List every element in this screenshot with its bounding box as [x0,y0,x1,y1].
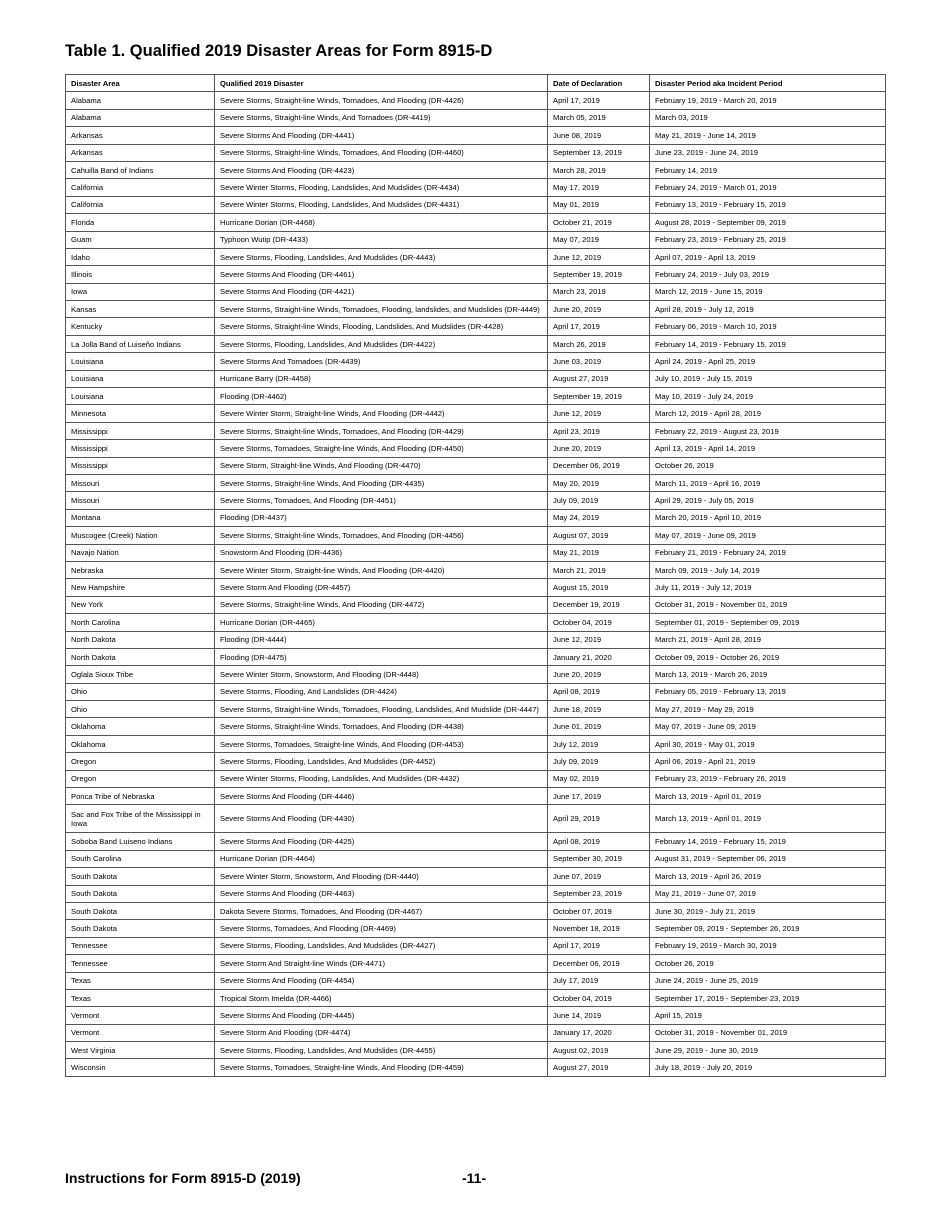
page-title: Table 1. Qualified 2019 Disaster Areas for Form 8915-D [65,42,493,60]
cell-qualified-disaster: Severe Storms, Straight-line Winds, Tornadoes, Flooding, Landslides, And Mudslide (DR-4447) [215,701,548,718]
cell-disaster-area: Louisiana [66,370,215,387]
cell-date-of-declaration: April 23, 2019 [548,422,650,439]
cell-date-of-declaration: September 19, 2019 [548,266,650,283]
cell-date-of-declaration: August 02, 2019 [548,1042,650,1059]
cell-date-of-declaration: June 12, 2019 [548,248,650,265]
cell-qualified-disaster: Severe Storms, Flooding, Landslides, And Mudslides (DR-4422) [215,335,548,352]
cell-qualified-disaster: Typhoon Wutip (DR-4433) [215,231,548,248]
table-row [66,885,886,902]
cell-date-of-declaration: March 21, 2019 [548,561,650,578]
table-row [66,474,886,491]
cell-qualified-disaster: Severe Storms, Straight-line Winds, Tornadoes, Flooding, landslides, and Mudslides (DR-4449) [215,301,548,318]
cell-date-of-declaration: December 06, 2019 [548,457,650,474]
cell-disaster-area: Mississippi [66,422,215,439]
cell-date-of-declaration: June 14, 2019 [548,1007,650,1024]
cell-date-of-declaration: April 17, 2019 [548,318,650,335]
table-row [66,353,886,370]
page-number: -11- [462,1170,487,1186]
table-row [66,631,886,648]
cell-date-of-declaration: May 01, 2019 [548,196,650,213]
cell-date-of-declaration: October 04, 2019 [548,614,650,631]
cell-disaster-period: April 06, 2019 - April 21, 2019 [650,753,886,770]
cell-date-of-declaration: June 01, 2019 [548,718,650,735]
cell-qualified-disaster: Severe Winter Storm, Straight-line Winds, And Flooding (DR-4420) [215,561,548,578]
cell-disaster-area: South Dakota [66,902,215,919]
cell-disaster-period: April 29, 2019 - July 05, 2019 [650,492,886,509]
cell-disaster-period: October 31, 2019 - November 01, 2019 [650,596,886,613]
cell-disaster-period: March 20, 2019 - April 10, 2019 [650,509,886,526]
cell-disaster-area: Ponca Tribe of Nebraska [66,788,215,805]
cell-disaster-period: May 21, 2019 - June 14, 2019 [650,127,886,144]
cell-disaster-area: Vermont [66,1024,215,1041]
cell-date-of-declaration: June 20, 2019 [548,440,650,457]
cell-qualified-disaster: Severe Winter Storms, Flooding, Landslides, And Mudslides (DR-4434) [215,179,548,196]
cell-disaster-area: Guam [66,231,215,248]
cell-qualified-disaster: Severe Storms And Flooding (DR-4423) [215,161,548,178]
table-row [66,753,886,770]
table-row [66,231,886,248]
cell-disaster-period: April 30, 2019 - May 01, 2019 [650,735,886,752]
cell-qualified-disaster: Hurricane Dorian (DR-4468) [215,214,548,231]
table-row [66,440,886,457]
cell-date-of-declaration: May 20, 2019 [548,474,650,491]
cell-disaster-area: New Hampshire [66,579,215,596]
cell-qualified-disaster: Severe Storms, Straight-line Winds, Tornadoes, And Flooding (DR-4456) [215,527,548,544]
cell-disaster-period: September 17, 2019 - September 23, 2019 [650,989,886,1006]
cell-date-of-declaration: August 27, 2019 [548,370,650,387]
cell-disaster-area: Ohio [66,701,215,718]
cell-disaster-area: Florida [66,214,215,231]
cell-qualified-disaster: Severe Winter Storms, Flooding, Landslides, And Mudslides (DR-4431) [215,196,548,213]
cell-qualified-disaster: Severe Storms, Tornadoes, And Flooding (DR-4469) [215,920,548,937]
table-row [66,127,886,144]
cell-qualified-disaster: Dakota Severe Storms, Tornadoes, And Flooding (DR-4467) [215,902,548,919]
table-row [66,335,886,352]
cell-date-of-declaration: June 03, 2019 [548,353,650,370]
cell-qualified-disaster: Hurricane Dorian (DR-4465) [215,614,548,631]
cell-disaster-period: March 13, 2019 - April 26, 2019 [650,868,886,885]
cell-qualified-disaster: Hurricane Barry (DR-4458) [215,370,548,387]
cell-qualified-disaster: Snowstorm And Flooding (DR-4436) [215,544,548,561]
cell-date-of-declaration: October 04, 2019 [548,989,650,1006]
cell-disaster-area: North Carolina [66,614,215,631]
table-row [66,457,886,474]
table-row [66,1007,886,1024]
table-row [66,422,886,439]
cell-qualified-disaster: Tropical Storm Imelda (DR-4466) [215,989,548,1006]
cell-qualified-disaster: Severe Storms, Straight-line Winds, Tornadoes, And Flooding (DR-4426) [215,92,548,109]
cell-disaster-area: Tennessee [66,937,215,954]
table-row [66,318,886,335]
table-row [66,614,886,631]
cell-date-of-declaration: May 24, 2019 [548,509,650,526]
table-row [66,788,886,805]
cell-disaster-area: La Jolla Band of Luiseño Indians [66,335,215,352]
table-header-row [66,75,886,92]
table-row [66,179,886,196]
cell-qualified-disaster: Severe Storms, Flooding, Landslides, And Mudslides (DR-4443) [215,248,548,265]
cell-date-of-declaration: June 12, 2019 [548,405,650,422]
cell-disaster-area: Oklahoma [66,718,215,735]
cell-disaster-area: North Dakota [66,631,215,648]
cell-qualified-disaster: Severe Winter Storm, Snowstorm, And Flooding (DR-4440) [215,868,548,885]
cell-date-of-declaration: July 17, 2019 [548,972,650,989]
cell-date-of-declaration: April 17, 2019 [548,937,650,954]
cell-date-of-declaration: January 17, 2020 [548,1024,650,1041]
cell-qualified-disaster: Severe Storm And Flooding (DR-4474) [215,1024,548,1041]
cell-qualified-disaster: Severe Storm And Flooding (DR-4457) [215,579,548,596]
cell-disaster-period: March 11, 2019 - April 16, 2019 [650,474,886,491]
cell-disaster-period: May 27, 2019 - May 29, 2019 [650,701,886,718]
cell-disaster-area: Mississippi [66,440,215,457]
table-row [66,701,886,718]
cell-disaster-area: South Dakota [66,868,215,885]
cell-disaster-period: March 09, 2019 - July 14, 2019 [650,561,886,578]
cell-disaster-period: June 29, 2019 - June 30, 2019 [650,1042,886,1059]
cell-disaster-period: May 07, 2019 - June 09, 2019 [650,527,886,544]
cell-disaster-period: February 05, 2019 - February 13, 2019 [650,683,886,700]
cell-disaster-period: September 09, 2019 - September 26, 2019 [650,920,886,937]
table-row [66,920,886,937]
header-disaster-area: Disaster Area [66,75,215,92]
table-row [66,833,886,850]
cell-disaster-area: Vermont [66,1007,215,1024]
cell-disaster-area: Arkansas [66,144,215,161]
cell-disaster-area: Oregon [66,753,215,770]
cell-qualified-disaster: Severe Storms, Straight-line Winds, Tornadoes, And Flooding (DR-4460) [215,144,548,161]
cell-qualified-disaster: Severe Storms And Flooding (DR-4461) [215,266,548,283]
table-row [66,196,886,213]
cell-date-of-declaration: June 07, 2019 [548,868,650,885]
cell-date-of-declaration: July 12, 2019 [548,735,650,752]
cell-qualified-disaster: Flooding (DR-4475) [215,648,548,665]
cell-qualified-disaster: Severe Storms, Tornadoes, Straight-line Winds, And Flooding (DR-4459) [215,1059,548,1076]
cell-qualified-disaster: Flooding (DR-4437) [215,509,548,526]
cell-disaster-period: April 13, 2019 - April 14, 2019 [650,440,886,457]
cell-disaster-area: Missouri [66,474,215,491]
cell-disaster-area: Missouri [66,492,215,509]
cell-qualified-disaster: Severe Storms, Straight-line Winds, And Flooding (DR-4435) [215,474,548,491]
cell-date-of-declaration: September 13, 2019 [548,144,650,161]
cell-disaster-area: California [66,179,215,196]
cell-disaster-period: August 28, 2019 - September 09, 2019 [650,214,886,231]
table-row [66,805,886,833]
cell-qualified-disaster: Severe Storm, Straight-line Winds, And Flooding (DR-4470) [215,457,548,474]
cell-disaster-period: October 31, 2019 - November 01, 2019 [650,1024,886,1041]
cell-disaster-period: February 14, 2019 [650,161,886,178]
cell-disaster-period: May 10, 2019 - July 24, 2019 [650,388,886,405]
cell-disaster-period: February 13, 2019 - February 15, 2019 [650,196,886,213]
table-row [66,144,886,161]
cell-disaster-period: June 24, 2019 - June 25, 2019 [650,972,886,989]
cell-disaster-area: Idaho [66,248,215,265]
cell-date-of-declaration: June 08, 2019 [548,127,650,144]
table-row [66,989,886,1006]
cell-date-of-declaration: June 17, 2019 [548,788,650,805]
table-row [66,735,886,752]
cell-date-of-declaration: January 21, 2020 [548,648,650,665]
cell-disaster-area: California [66,196,215,213]
cell-disaster-area: Arkansas [66,127,215,144]
cell-date-of-declaration: April 17, 2019 [548,92,650,109]
cell-disaster-area: Oklahoma [66,735,215,752]
cell-qualified-disaster: Severe Storms And Tornadoes (DR-4439) [215,353,548,370]
cell-disaster-area: Texas [66,972,215,989]
cell-disaster-period: June 23, 2019 - June 24, 2019 [650,144,886,161]
cell-disaster-area: Navajo Nation [66,544,215,561]
cell-disaster-period: February 24, 2019 - March 01, 2019 [650,179,886,196]
cell-disaster-area: Oglala Sioux Tribe [66,666,215,683]
cell-disaster-area: New York [66,596,215,613]
header-disaster-period: Disaster Period aka Incident Period [650,75,886,92]
table-row [66,902,886,919]
cell-qualified-disaster: Severe Storms And Flooding (DR-4463) [215,885,548,902]
cell-disaster-period: April 15, 2019 [650,1007,886,1024]
cell-disaster-area: Muscogee (Creek) Nation [66,527,215,544]
table-row [66,1024,886,1041]
cell-qualified-disaster: Severe Storms, Flooding, Landslides, And Mudslides (DR-4455) [215,1042,548,1059]
cell-date-of-declaration: March 05, 2019 [548,109,650,126]
cell-date-of-declaration: October 21, 2019 [548,214,650,231]
cell-disaster-period: July 18, 2019 - July 20, 2019 [650,1059,886,1076]
cell-date-of-declaration: June 18, 2019 [548,701,650,718]
cell-disaster-period: June 30, 2019 - July 21, 2019 [650,902,886,919]
table-row [66,370,886,387]
cell-date-of-declaration: September 23, 2019 [548,885,650,902]
table-body [66,92,886,1076]
cell-date-of-declaration: July 09, 2019 [548,753,650,770]
cell-date-of-declaration: April 29, 2019 [548,805,650,833]
cell-date-of-declaration: August 15, 2019 [548,579,650,596]
table-row [66,972,886,989]
cell-date-of-declaration: December 06, 2019 [548,955,650,972]
cell-disaster-area: Louisiana [66,388,215,405]
cell-qualified-disaster: Severe Storm And Straight-line Winds (DR-4471) [215,955,548,972]
cell-date-of-declaration: April 08, 2019 [548,683,650,700]
cell-date-of-declaration: December 19, 2019 [548,596,650,613]
cell-disaster-period: February 06, 2019 - March 10, 2019 [650,318,886,335]
table-row [66,405,886,422]
cell-disaster-area: Wisconsin [66,1059,215,1076]
cell-disaster-area: South Dakota [66,920,215,937]
cell-qualified-disaster: Severe Storms, Tornadoes, And Flooding (DR-4451) [215,492,548,509]
cell-date-of-declaration: November 18, 2019 [548,920,650,937]
cell-date-of-declaration: June 12, 2019 [548,631,650,648]
cell-qualified-disaster: Severe Storms And Flooding (DR-4421) [215,283,548,300]
cell-disaster-period: February 14, 2019 - February 15, 2019 [650,335,886,352]
cell-qualified-disaster: Severe Storms, Flooding, Landslides, And Mudslides (DR-4452) [215,753,548,770]
table-row [66,92,886,109]
table-row [66,648,886,665]
header-qualified-disaster: Qualified 2019 Disaster [215,75,548,92]
cell-disaster-period: March 13, 2019 - April 01, 2019 [650,805,886,833]
cell-date-of-declaration: August 07, 2019 [548,527,650,544]
cell-qualified-disaster: Severe Storms And Flooding (DR-4430) [215,805,548,833]
cell-qualified-disaster: Severe Storms, Straight-line Winds, Tornadoes, And Flooding (DR-4429) [215,422,548,439]
cell-disaster-period: October 26, 2019 [650,955,886,972]
cell-qualified-disaster: Severe Storms, Straight-line Winds, And Tornadoes (DR-4419) [215,109,548,126]
table-row [66,579,886,596]
cell-disaster-period: July 11, 2019 - July 12, 2019 [650,579,886,596]
cell-disaster-period: February 21, 2019 - February 24, 2019 [650,544,886,561]
cell-disaster-period: March 13, 2019 - April 01, 2019 [650,788,886,805]
cell-qualified-disaster: Severe Winter Storms, Flooding, Landslides, And Mudslides (DR-4432) [215,770,548,787]
cell-disaster-period: March 21, 2019 - April 28, 2019 [650,631,886,648]
cell-disaster-period: April 24, 2019 - April 25, 2019 [650,353,886,370]
cell-date-of-declaration: March 23, 2019 [548,283,650,300]
cell-disaster-area: Soboba Band Luiseno Indians [66,833,215,850]
table-row [66,850,886,867]
cell-date-of-declaration: May 17, 2019 [548,179,650,196]
cell-disaster-area: West Virginia [66,1042,215,1059]
table-row [66,955,886,972]
cell-qualified-disaster: Severe Storms, Straight-line Winds, Flooding, Landslides, And Mudslides (DR-4428) [215,318,548,335]
table-row [66,527,886,544]
cell-disaster-area: Kentucky [66,318,215,335]
cell-disaster-period: March 03, 2019 [650,109,886,126]
cell-disaster-period: February 22, 2019 - August 23, 2019 [650,422,886,439]
table-row [66,509,886,526]
cell-disaster-period: July 10, 2019 - July 15, 2019 [650,370,886,387]
cell-qualified-disaster: Severe Storms And Flooding (DR-4454) [215,972,548,989]
cell-qualified-disaster: Severe Winter Storm, Straight-line Winds, And Flooding (DR-4442) [215,405,548,422]
table-row [66,283,886,300]
cell-date-of-declaration: April 08, 2019 [548,833,650,850]
cell-qualified-disaster: Severe Storms And Flooding (DR-4441) [215,127,548,144]
cell-disaster-period: March 12, 2019 - April 28, 2019 [650,405,886,422]
cell-date-of-declaration: May 21, 2019 [548,544,650,561]
cell-disaster-area: Alabama [66,109,215,126]
cell-disaster-period: October 09, 2019 - October 26, 2019 [650,648,886,665]
cell-disaster-period: February 24, 2019 - July 03, 2019 [650,266,886,283]
table-row [66,1059,886,1076]
cell-disaster-area: Oregon [66,770,215,787]
cell-disaster-area: Ohio [66,683,215,700]
cell-qualified-disaster: Severe Storms And Flooding (DR-4425) [215,833,548,850]
table-row [66,109,886,126]
cell-disaster-area: Nebraska [66,561,215,578]
table-row [66,388,886,405]
table-row [66,683,886,700]
cell-disaster-period: February 19, 2019 - March 20, 2019 [650,92,886,109]
cell-date-of-declaration: September 19, 2019 [548,388,650,405]
cell-disaster-period: May 21, 2019 - June 07, 2019 [650,885,886,902]
cell-date-of-declaration: June 20, 2019 [548,666,650,683]
cell-disaster-area: North Dakota [66,648,215,665]
cell-date-of-declaration: October 07, 2019 [548,902,650,919]
cell-disaster-area: Kansas [66,301,215,318]
cell-disaster-period: February 23, 2019 - February 26, 2019 [650,770,886,787]
table-row [66,301,886,318]
cell-qualified-disaster: Severe Storms, Straight-line Winds, And Flooding (DR-4472) [215,596,548,613]
cell-disaster-period: March 13, 2019 - March 26, 2019 [650,666,886,683]
cell-disaster-period: May 07, 2019 - June 09, 2019 [650,718,886,735]
cell-disaster-period: February 14, 2019 - February 15, 2019 [650,833,886,850]
table-row [66,770,886,787]
disaster-areas-table [65,74,886,1077]
footer-form-title: Instructions for Form 8915-D (2019) [65,1170,301,1186]
cell-qualified-disaster: Severe Storms And Flooding (DR-4445) [215,1007,548,1024]
cell-disaster-area: Texas [66,989,215,1006]
table-row [66,248,886,265]
cell-qualified-disaster: Severe Storms, Tornadoes, Straight-line Winds, And Flooding (DR-4453) [215,735,548,752]
table-row [66,266,886,283]
cell-date-of-declaration: July 09, 2019 [548,492,650,509]
cell-disaster-area: Sac and Fox Tribe of the Mississippi in Iowa [66,805,215,833]
cell-disaster-area: Iowa [66,283,215,300]
cell-disaster-area: South Dakota [66,885,215,902]
cell-disaster-area: Mississippi [66,457,215,474]
cell-disaster-period: September 01, 2019 - September 09, 2019 [650,614,886,631]
cell-disaster-period: April 07, 2019 - April 13, 2019 [650,248,886,265]
cell-date-of-declaration: May 07, 2019 [548,231,650,248]
cell-date-of-declaration: May 02, 2019 [548,770,650,787]
cell-disaster-period: March 12, 2019 - June 15, 2019 [650,283,886,300]
table-row [66,161,886,178]
cell-qualified-disaster: Hurricane Dorian (DR-4464) [215,850,548,867]
header-date-of-declaration: Date of Declaration [548,75,650,92]
cell-disaster-area: South Carolina [66,850,215,867]
cell-disaster-area: Louisiana [66,353,215,370]
cell-disaster-area: Cahuilla Band of Indians [66,161,215,178]
table-row [66,868,886,885]
table-row [66,214,886,231]
cell-qualified-disaster: Severe Storms, Tornadoes, Straight-line Winds, And Flooding (DR-4450) [215,440,548,457]
cell-qualified-disaster: Severe Storms, Flooding, Landslides, And Mudslides (DR-4427) [215,937,548,954]
table-row [66,666,886,683]
cell-disaster-area: Alabama [66,92,215,109]
cell-date-of-declaration: September 30, 2019 [548,850,650,867]
cell-date-of-declaration: March 26, 2019 [548,335,650,352]
cell-qualified-disaster: Severe Storms And Flooding (DR-4446) [215,788,548,805]
cell-disaster-area: Minnesota [66,405,215,422]
cell-disaster-period: October 26, 2019 [650,457,886,474]
table-row [66,718,886,735]
table-row [66,561,886,578]
cell-disaster-area: Illinois [66,266,215,283]
cell-qualified-disaster: Flooding (DR-4444) [215,631,548,648]
table-row [66,937,886,954]
cell-date-of-declaration: March 28, 2019 [548,161,650,178]
cell-qualified-disaster: Severe Winter Storm, Snowstorm, And Flooding (DR-4448) [215,666,548,683]
cell-disaster-area: Tennessee [66,955,215,972]
cell-disaster-period: August 31, 2019 - September 06, 2019 [650,850,886,867]
cell-disaster-period: February 23, 2019 - February 25, 2019 [650,231,886,248]
cell-qualified-disaster: Flooding (DR-4462) [215,388,548,405]
cell-disaster-area: Montana [66,509,215,526]
table-row [66,1042,886,1059]
cell-qualified-disaster: Severe Storms, Straight-line Winds, Tornadoes, And Flooding (DR-4438) [215,718,548,735]
cell-disaster-period: February 19, 2019 - March 30, 2019 [650,937,886,954]
cell-date-of-declaration: August 27, 2019 [548,1059,650,1076]
cell-qualified-disaster: Severe Storms, Flooding, And Landslides (DR-4424) [215,683,548,700]
table-row [66,492,886,509]
cell-date-of-declaration: June 20, 2019 [548,301,650,318]
table-row [66,544,886,561]
cell-disaster-period: April 28, 2019 - July 12, 2019 [650,301,886,318]
table-row [66,596,886,613]
